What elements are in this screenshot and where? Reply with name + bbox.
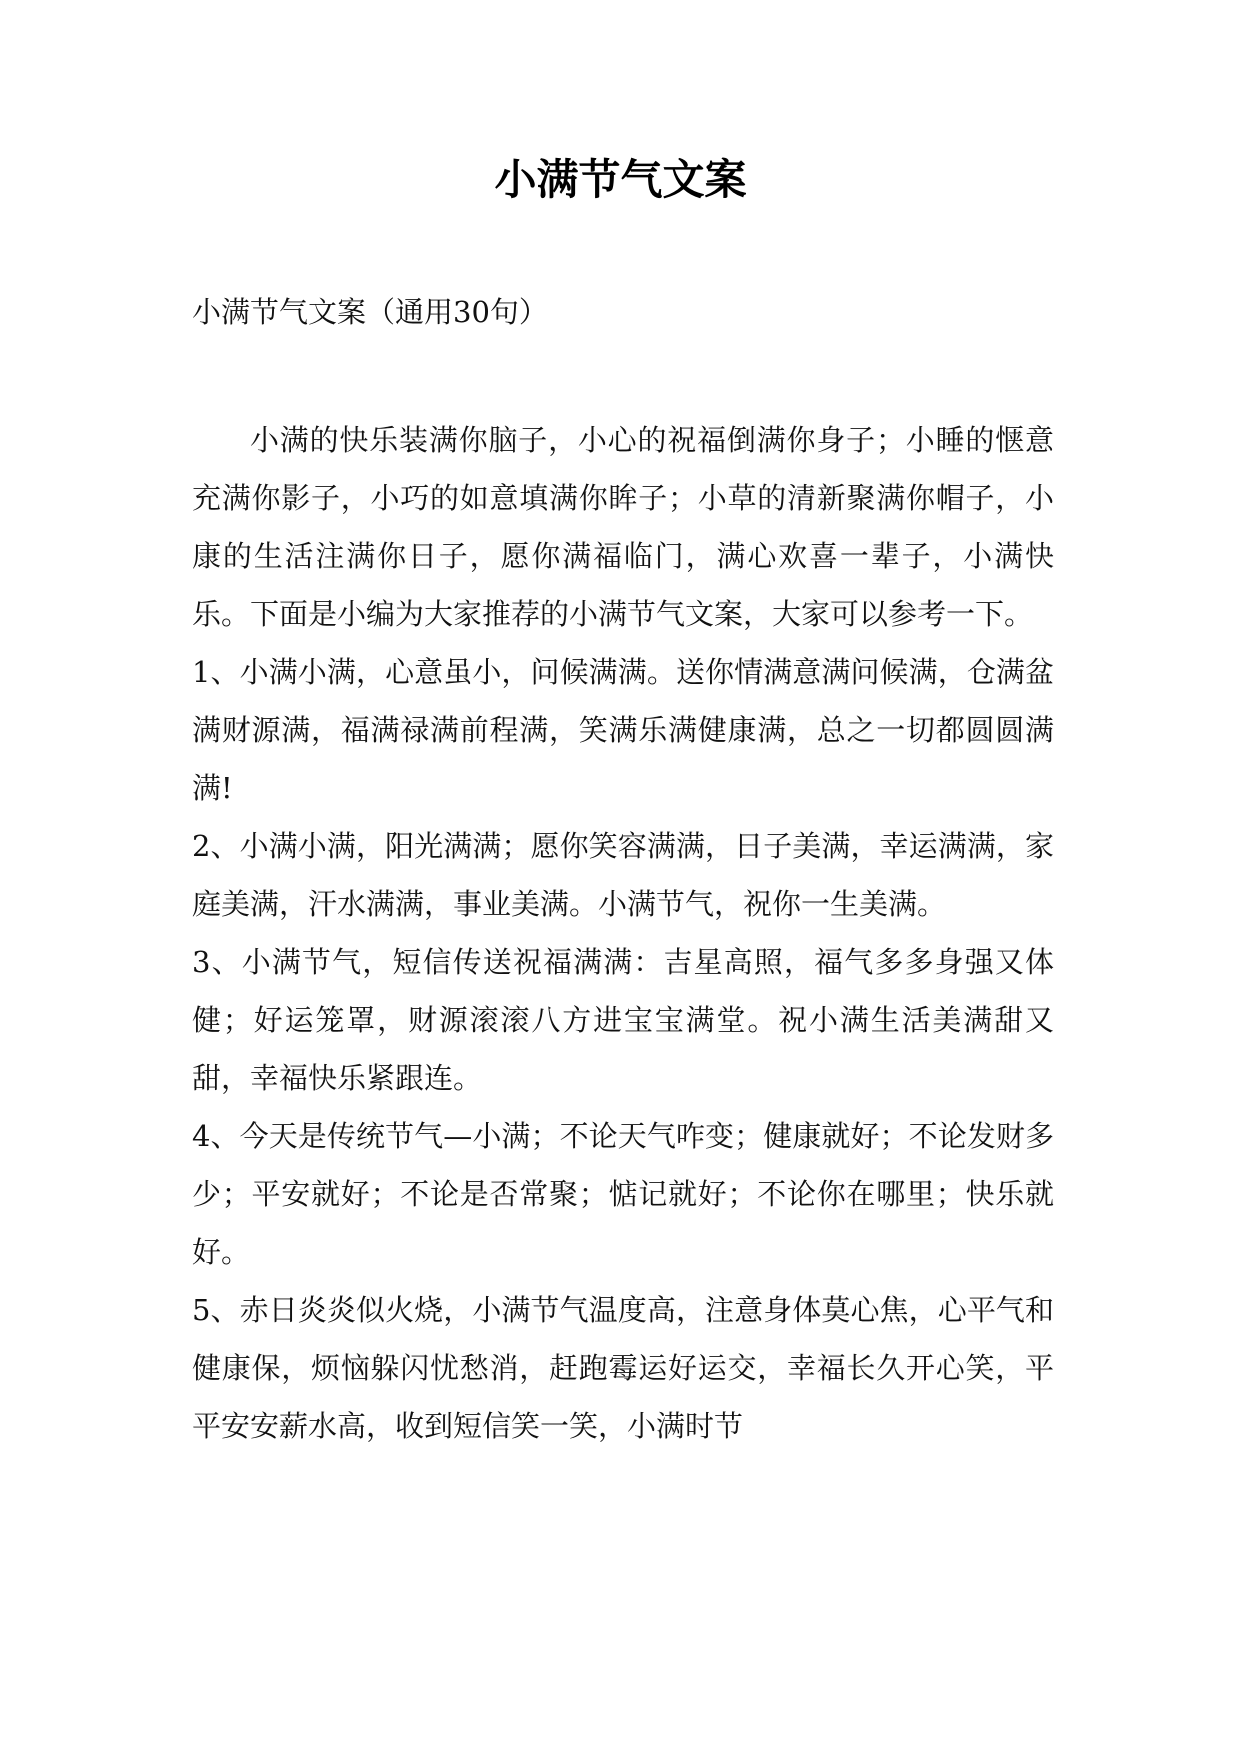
document-body [192,411,1054,1455]
list-item: 1、小满小满，心意虽小，问候满满。送你情满意满问候满，仓满盆满财源满，福满禄满前程满，笑满乐满健康满，总之一切都圆圆满满! [192,655,1054,805]
intro-paragraph: 小满的快乐装满你脑子，小心的祝福倒满你身子；小睡的惬意充满你影子，小巧的如意填满你眸子；小草的清新聚满你帽子，小康的生活注满你日子，愿你满福临门，满心欢喜一辈子，小满快乐。下面是小编为大家推荐的小满节气文案，大家可以参考一下。 [192,423,1054,631]
document-title: 小满节气文案 [494,155,747,204]
list-item: 5、赤日炎炎似火烧，小满节气温度高，注意身体莫心焦，心平气和健康保，烦恼躲闪忧愁消，赶跑霉运好运交，幸福长久开心笑，平平安安薪水高，收到短信笑一笑，小满时节 [192,1293,1054,1443]
list-item: 2、小满小满，阳光满满；愿你笑容满满，日子美满，幸运满满，家庭美满，汗水满满，事业美满。小满节气，祝你一生美满。 [192,829,1054,921]
list-item: 4、今天是传统节气—小满；不论天气咋变；健康就好；不论发财多少；平安就好；不论是否常聚；惦记就好；不论你在哪里；快乐就好。 [192,1119,1054,1269]
list-item: 3、小满节气，短信传送祝福满满：吉星高照，福气多多身强又体健；好运笼罩，财源滚滚八方进宝宝满堂。祝小满生活美满甜又甜，幸福快乐紧跟连。 [192,945,1054,1095]
document-subtitle: 小满节气文案（通用30句） [192,295,548,329]
